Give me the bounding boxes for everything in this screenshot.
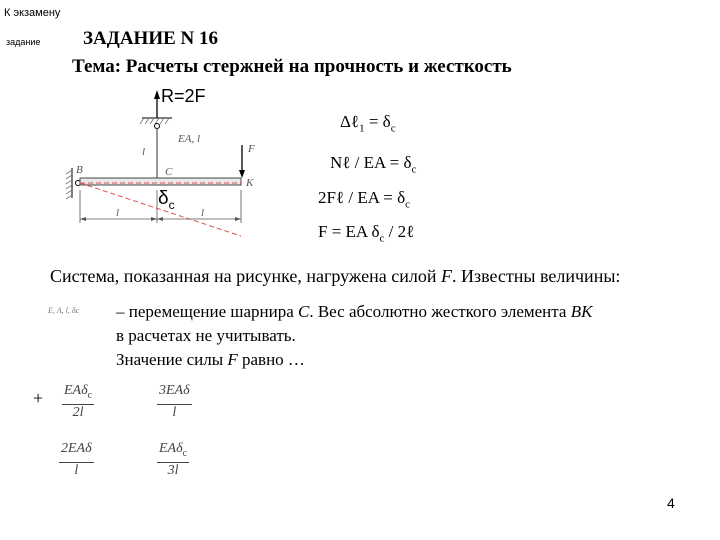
label-l-left: l (116, 207, 120, 219)
problem-desc-line-3: Значение силы F равно … (116, 350, 305, 369)
delta-c-label: $\delta_c$ (158, 188, 175, 212)
label-rod-length: l (142, 146, 146, 158)
equation-4: F = EA $\delta_c$ / 2ℓ (318, 222, 415, 245)
correct-answer-marker: + (33, 388, 44, 408)
label-K: K (246, 177, 254, 189)
page-number: 4 (667, 495, 675, 511)
label-C: C (165, 166, 173, 178)
problem-intro: Система, показанная на рисунке, нагружена силой F. Известны величины: (50, 266, 621, 286)
topic-heading: Тема: Расчеты стержней на прочность и жесткость (72, 56, 512, 77)
reaction-label: R=2F (161, 86, 206, 106)
equation-2: Nℓ / EA = $\delta_c$ (330, 153, 417, 176)
answer-option-2[interactable]: 3EAδ l (159, 383, 190, 420)
equation-3: 2Fℓ / EA = $\delta_c$ (318, 188, 411, 211)
given-values-formula: E, A, l, δc (48, 306, 80, 315)
answer-option-1[interactable]: EAδ$_c$ 2l (64, 383, 93, 420)
problem-desc-line-1: – перемещение шарнира C. Вес абсолютно жесткого элемента BK (116, 302, 593, 321)
answer-option-3[interactable]: 2EAδ l (61, 441, 92, 478)
equation-1: Δℓ$_1$ = $\delta_c$ (340, 112, 396, 135)
label-l-right: l (201, 207, 205, 219)
page-title: ЗАДАНИЕ N 16 (83, 28, 218, 49)
task-link[interactable]: задание (6, 37, 41, 47)
label-F: F (248, 143, 255, 155)
label-EA-l: EA, l (178, 133, 200, 145)
label-B: B (76, 164, 83, 176)
rigid-beam-BK (80, 178, 241, 185)
back-to-exam-link[interactable]: К экзамену (4, 7, 61, 19)
answer-option-4[interactable]: EAδ$_c$ 3l (159, 441, 188, 478)
problem-desc-line-2: в расчетах не учитывать. (116, 326, 296, 345)
